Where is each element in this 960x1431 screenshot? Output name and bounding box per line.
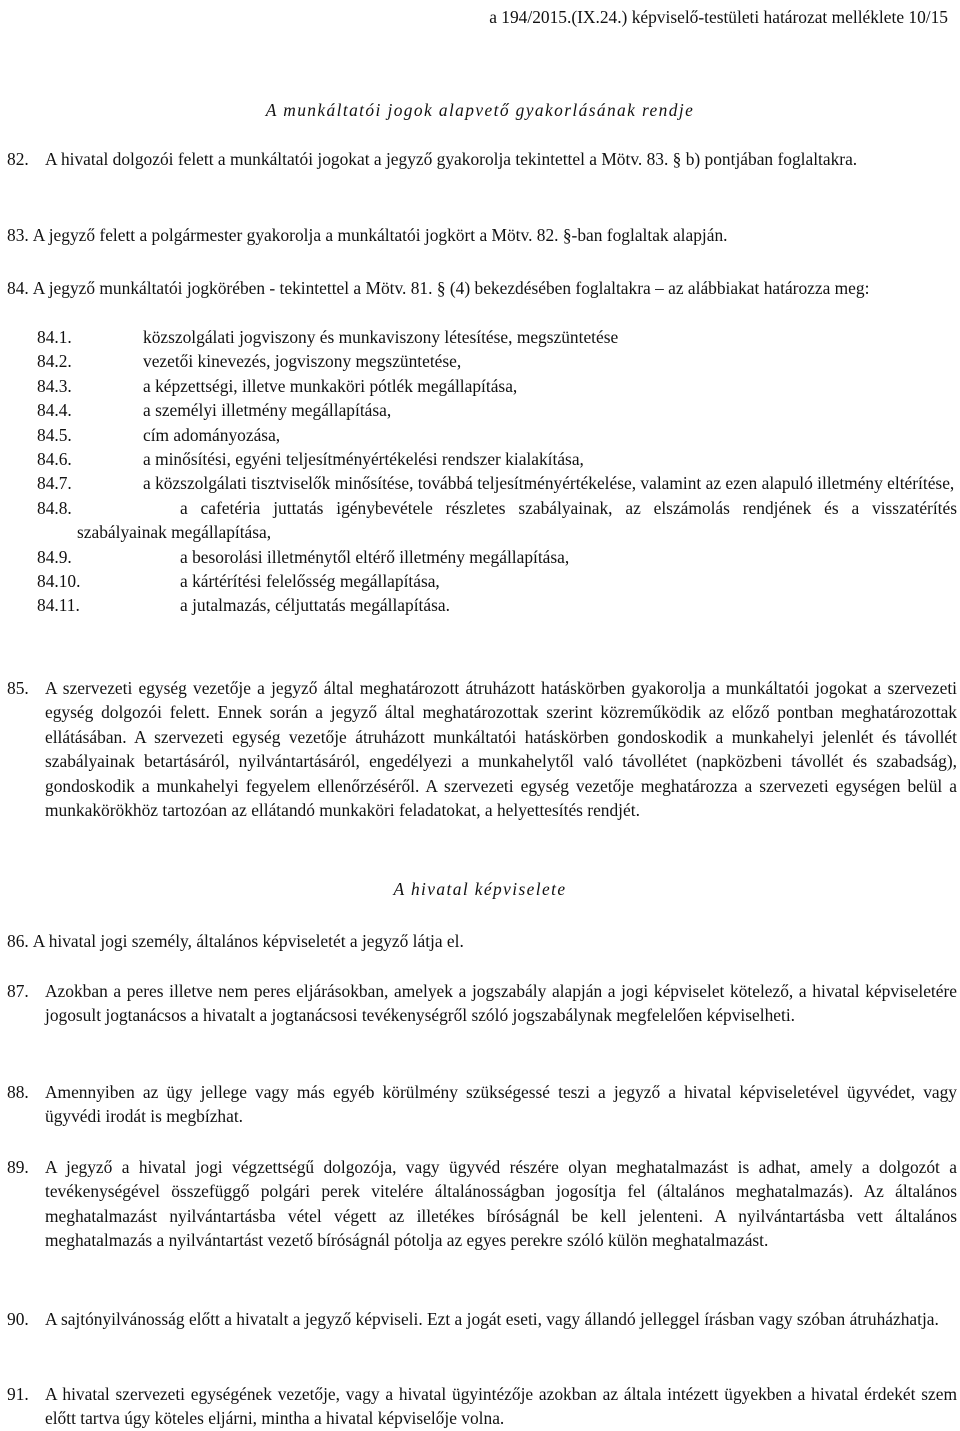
- list-item: [37, 447, 957, 471]
- list-item: [37, 471, 957, 495]
- paragraph-number: 85.: [7, 678, 29, 698]
- paragraph-number: 83.: [7, 225, 29, 245]
- paragraph-number: 88.: [7, 1082, 29, 1102]
- list-item-text: a jutalmazás, céljuttatás megállapítása.: [180, 595, 450, 616]
- list-item-text: közszolgálati jogviszony és munkaviszony létesítése, megszüntetése: [143, 327, 619, 347]
- list-item: [37, 398, 957, 422]
- paragraph-number: 90.: [7, 1309, 29, 1329]
- list-item: [37, 325, 957, 349]
- list-item-number: 84.1.: [37, 327, 72, 347]
- list-item-text: cím adományozása,: [143, 424, 281, 445]
- paragraph-82: [7, 147, 957, 171]
- paragraph-number: 86.: [7, 931, 29, 951]
- paragraph-text: A sajtónyilvánosság előtt a hivatalt a jegyző képviseli. Ezt a jogát eseti, vagy állandó jelleggel írásban vagy szóban átruházhatja.: [45, 1309, 939, 1329]
- paragraph-text: A jegyző a hivatal jogi végzettségű dolgozója, vagy ügyvéd részére olyan meghatalmazást is adhat, amely a dolgozót a tevékenységével összefüggő polgári perek vitelére általánosságban jogosítja fel (általános meghatalmazás). Az általános meghatalmazást nyilvántartásba vétel végett az illetékes bíróságnál be kell jelenteni. A nyilvántartásba vett általános meghatalmazás a nyilvántartást vezető bíróságnál pótolja az egyes perekre szóló külön meghatalmazást.: [45, 1157, 957, 1251]
- paragraph-text: Azokban a peres illetve nem peres eljárásokban, amelyek a jogszabály alapján a jogi képviselet kötelező, a hivatal képviseletére jogosult jogtanácsos a hivatalt a jogtanácsosi tevékenységről szóló jogszabálynak megfelelően képviselheti.: [45, 981, 957, 1026]
- list-item-number: 84.11.: [37, 595, 80, 616]
- list-item: [37, 349, 957, 373]
- page-header: a 194/2015.(IX.24.) képviselő-testületi határozat melléklete 10/15: [489, 7, 948, 27]
- list-item: [37, 374, 957, 398]
- paragraph-number: 87.: [7, 981, 29, 1001]
- paragraph-83: [7, 223, 957, 247]
- paragraph-text: A szervezeti egység vezetője a jegyző által meghatározott átruházott hatáskörben gyakorolja a munkáltatói jogokat a szervezeti egység dolgozói felett. Ennek során a jegyző által meghatározottak szerint közreműködik az előző pontban meghatározottak ellátásában. A szervezeti egység vezetője átruházott munkáltatói hatáskörben gondoskodik a munkahelyi jelenlét és távollét szabályainak betartásáról, nyilvántartásáról, engedélyezi a munkahelytől való távollétet (napközbeni távollét és szabadság), gondoskodik a munkahelyi fegyelem ellenőrzéséről. A szervezeti egység vezetője meghatározza a szervezeti egységen belül a munkakörökhöz tartozóan az ellátandó munkaköri feladatokat, a helyettesítés rendjét.: [45, 678, 957, 821]
- paragraph-text: A hivatal jogi személy, általános képviseletét a jegyző látja el.: [32, 931, 464, 951]
- paragraph-90: [7, 1307, 957, 1331]
- list-item: [37, 569, 957, 593]
- list-item-number: 84.9.: [37, 546, 72, 567]
- list-item-text: a cafetéria juttatás igénybevétele részletes szabályainak, az elszámolás rendjének és a visszatérítés szabályainak megállapítása,: [77, 497, 957, 543]
- paragraph-87: [7, 979, 957, 1028]
- list-item: [37, 423, 957, 447]
- list-item-text: a minősítési, egyéni teljesítményértékelési rendszer kialakítása,: [143, 449, 584, 470]
- list-item-text: a kártérítési felelősség megállapítása,: [180, 571, 440, 592]
- paragraph-85: [7, 676, 957, 822]
- paragraph-text: Amennyiben az ügy jellege vagy más egyéb körülmény szükségessé teszi a jegyző a hivatal képviseletével ügyvédet, vagy ügyvédi irodát is megbízhat.: [45, 1082, 957, 1127]
- paragraph-text: A hivatal szervezeti egységének vezetője, vagy a hivatal ügyintézője azokban az általa intézett ügyekben a hivatal érdekét szem előtt tartva úgy köteles eljárni, mintha a hivatal képviselője volna.: [45, 1384, 957, 1429]
- paragraph-text: A jegyző munkáltatói jogkörében - tekintettel a Mötv. 81. § (4) bekezdésében foglaltakra – az alábbiakat határozza meg:: [32, 278, 870, 298]
- list-item-number: 84.7.: [37, 473, 72, 494]
- list-item-number: 84.4.: [37, 400, 72, 421]
- paragraph-number: 82.: [7, 149, 29, 169]
- paragraph-86: [7, 929, 957, 953]
- paragraph-84: [7, 276, 957, 300]
- list-item-text: a személyi illetmény megállapítása,: [143, 400, 392, 421]
- paragraph-88: [7, 1080, 957, 1129]
- list-item-number: 84.3.: [37, 375, 72, 396]
- paragraph-84-sublist: [37, 325, 957, 618]
- paragraph-89: [7, 1155, 957, 1253]
- list-item-text: a képzettségi, illetve munkaköri pótlék megállapítása,: [143, 375, 518, 396]
- list-item-number: 84.5.: [37, 424, 72, 445]
- paragraph-number: 91.: [7, 1384, 29, 1404]
- list-item-number: 84.8.: [37, 497, 72, 518]
- section-title-representation: A hivatal képviselete: [393, 879, 567, 899]
- paragraph-text: A jegyző felett a polgármester gyakorolja a munkáltatói jogkört a Mötv. 82. §-ban foglaltak alapján.: [32, 225, 728, 245]
- list-item: [37, 593, 957, 617]
- paragraph-text: A hivatal dolgozói felett a munkáltatói jogokat a jegyző gyakorolja tekintettel a Mötv. 83. § b) pontjában foglaltakra.: [45, 149, 858, 169]
- list-item: [37, 496, 957, 545]
- list-item-number: 84.6.: [37, 449, 72, 470]
- section-title-employer-rights: A munkáltatói jogok alapvető gyakorlásának rendje: [265, 100, 695, 120]
- paragraph-91: [7, 1382, 957, 1431]
- list-item-text: vezetői kinevezés, jogviszony megszüntetése,: [143, 351, 462, 372]
- paragraph-number: 89.: [7, 1157, 29, 1177]
- list-item-text: a besorolási illetménytől eltérő illetmény megállapítása,: [180, 546, 570, 567]
- paragraph-number: 84.: [7, 278, 29, 298]
- list-item-text: a közszolgálati tisztviselők minősítése, továbbá teljesítményértékelése, valamint az ezen alapuló illetmény eltérítése,: [143, 473, 955, 494]
- list-item-number: 84.2.: [37, 351, 72, 372]
- list-item: [37, 545, 957, 569]
- list-item-number: 84.10.: [37, 571, 81, 592]
